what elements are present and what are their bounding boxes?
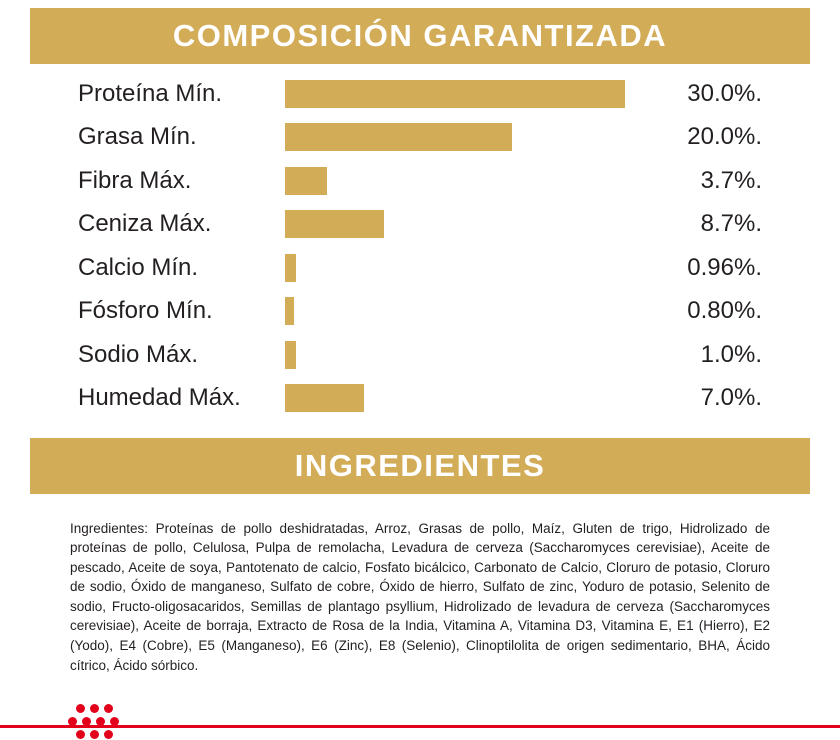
analysis-row xyxy=(30,72,810,116)
analysis-bar xyxy=(285,254,296,282)
footer-divider xyxy=(0,725,840,728)
analysis-nutrient-label: Humedad Máx. xyxy=(78,384,241,412)
analysis-row xyxy=(30,203,810,247)
ingredients-text: Ingredientes: Proteínas de pollo deshidratadas, Arroz, Grasas de pollo, Maíz, Gluten de trigo, Hidrolizado de proteínas de pollo, Celulosa, Pulpa de remolacha, Levadura de cerveza (Saccharomyces cerevisiae), Aceite de pescado, Aceite de soya, Pantotenato de calcio, Fosfato bicálcico, Carbonato de Calcio, Cloruro de potasio, Cloruro de sodio, Óxido de manganeso, Sulfato de cobre, Óxido de hierro, Sulfato de zinc, Yoduro de potasio, Selenito de sodio, Fructo-oligosacaridos, Semillas de plantago psyllium, Hidrolizado de levadura de cerveza (Saccharomyces cerevisiae), Aceite de borraja, Extracto de Rosa de la India, Vitamina A, Vitamina D3, Vitamina E, E1 (Hierro), E2 (Yodo), E4 (Cobre), E5 (Manganeso), E6 (Zinc), E8 (Selenio), Clinoptilolita de origen sedimentario, BHA, Ácido cítrico, Ácido sórbico. xyxy=(70,520,770,673)
analysis-bar xyxy=(285,80,625,108)
brand-dots-icon xyxy=(62,704,134,738)
composition-section-title: COMPOSICIÓN GARANTIZADA xyxy=(172,18,668,53)
analysis-bar-track xyxy=(285,72,625,116)
analysis-value-label: 3.7%. xyxy=(700,166,762,194)
analysis-nutrient-label: Fibra Máx. xyxy=(78,166,192,194)
analysis-bar xyxy=(285,123,512,151)
ingredients-section-header xyxy=(30,438,810,494)
analysis-row xyxy=(30,290,810,334)
analysis-bar-track xyxy=(285,377,625,421)
analysis-nutrient-label: Grasa Mín. xyxy=(78,123,197,151)
composition-section-header xyxy=(30,8,810,64)
analysis-row xyxy=(30,333,810,377)
analysis-bar xyxy=(285,297,294,325)
footer xyxy=(0,698,840,740)
ingredients-section-title: INGREDIENTES xyxy=(294,448,546,483)
guaranteed-analysis-chart xyxy=(30,72,810,422)
analysis-value-label: 0.80%. xyxy=(687,297,762,325)
analysis-value-label: 7.0%. xyxy=(700,384,762,412)
analysis-bar xyxy=(285,384,364,412)
analysis-bar-track xyxy=(285,159,625,203)
analysis-nutrient-label: Sodio Máx. xyxy=(78,340,199,368)
analysis-bar xyxy=(285,167,327,195)
analysis-row xyxy=(30,377,810,421)
analysis-value-label: 20.0%. xyxy=(687,123,762,151)
analysis-bar-track xyxy=(285,116,625,160)
analysis-nutrient-label: Ceniza Máx. xyxy=(78,210,212,238)
analysis-row xyxy=(30,159,810,203)
analysis-value-label: 8.7%. xyxy=(700,210,762,238)
analysis-bar xyxy=(285,341,296,369)
analysis-row xyxy=(30,246,810,290)
analysis-bar-track xyxy=(285,246,625,290)
analysis-bar xyxy=(285,210,384,238)
analysis-bar-track xyxy=(285,203,625,247)
analysis-value-label: 1.0%. xyxy=(700,340,762,368)
analysis-row xyxy=(30,116,810,160)
analysis-nutrient-label: Proteína Mín. xyxy=(78,79,223,107)
analysis-bar-track xyxy=(285,290,625,334)
analysis-value-label: 0.96%. xyxy=(687,253,762,281)
analysis-nutrient-label: Fósforo Mín. xyxy=(78,297,213,325)
analysis-bar-track xyxy=(285,333,625,377)
analysis-nutrient-label: Calcio Mín. xyxy=(78,253,199,281)
analysis-value-label: 30.0%. xyxy=(687,79,762,107)
